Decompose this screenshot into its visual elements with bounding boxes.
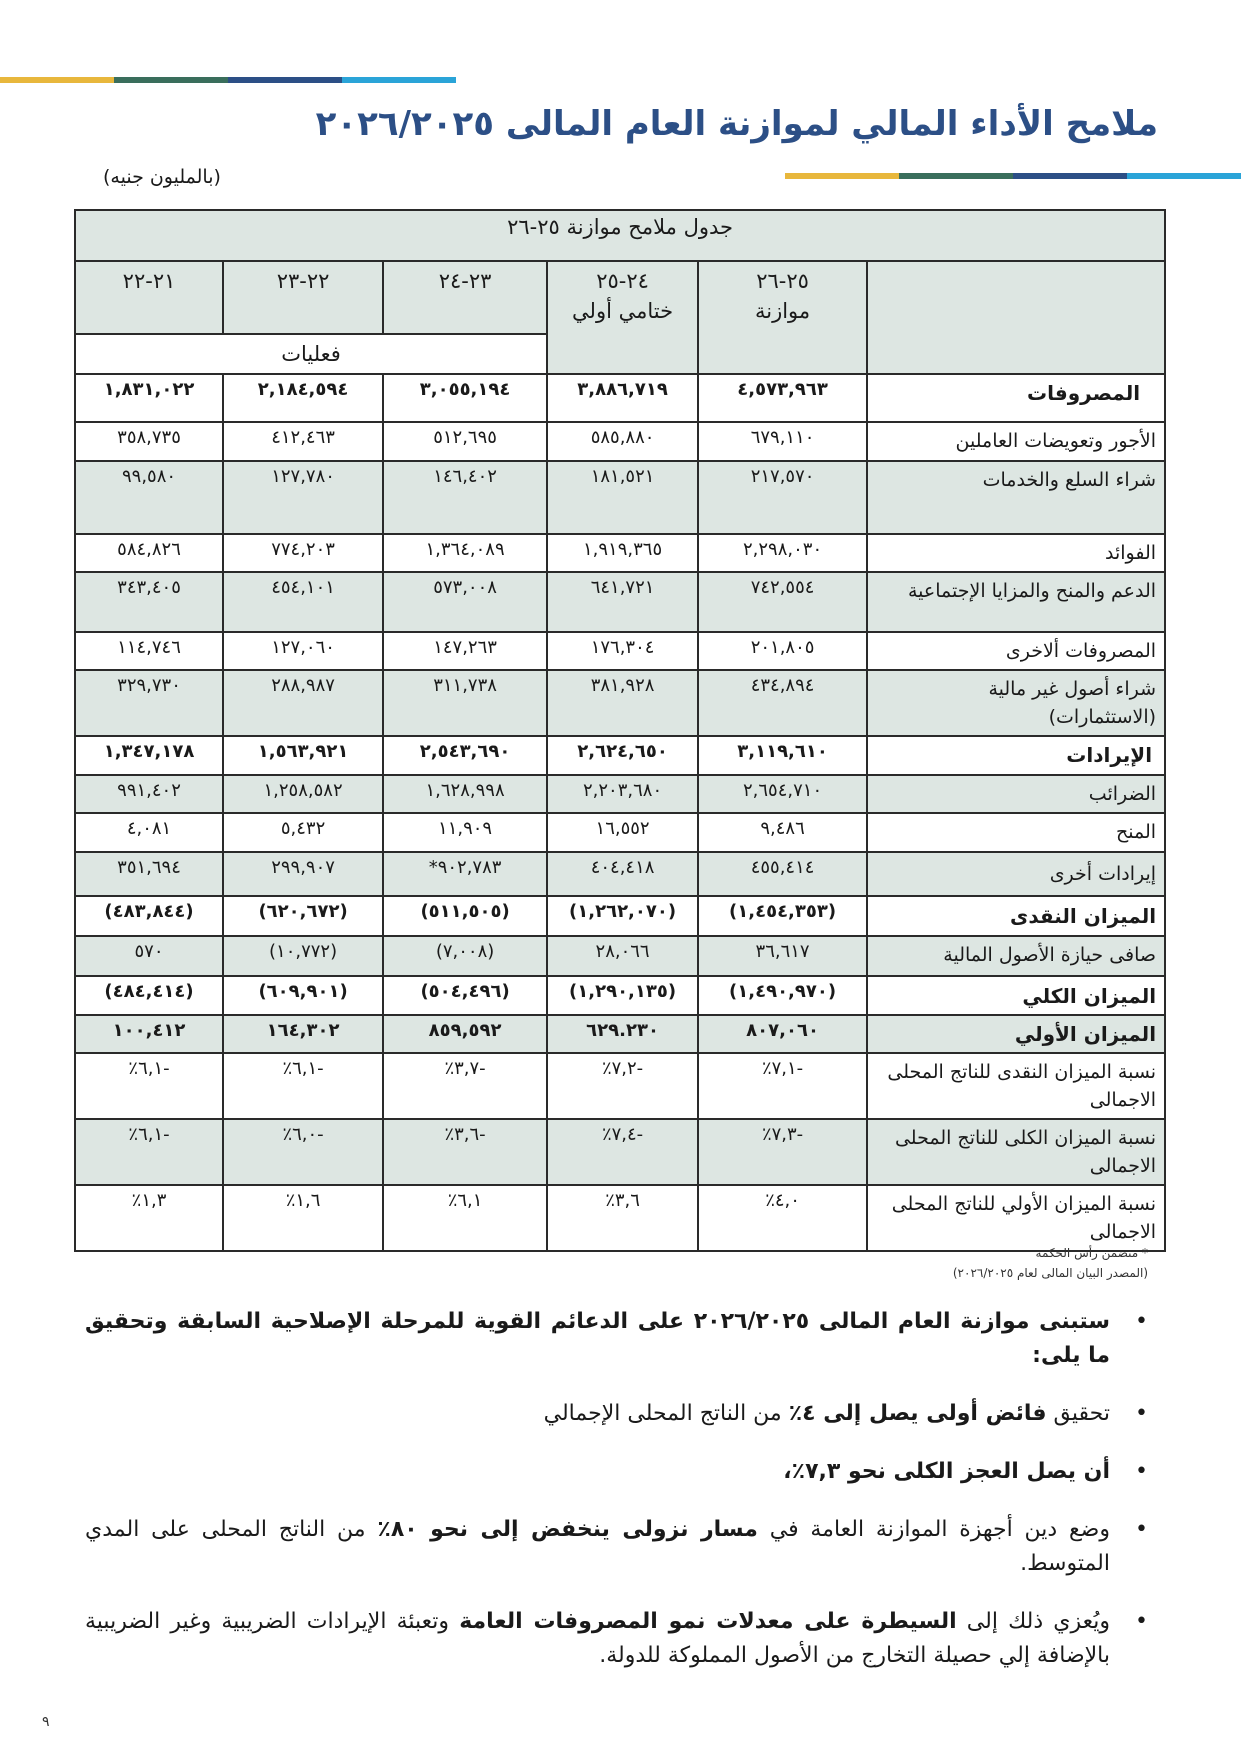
cell: ٩٩١,٤٠٢	[75, 775, 223, 813]
row-label: نسبة الميزان الكلى للناتج المحلى الاجمالى	[867, 1119, 1165, 1185]
column-header-2023-24: ٢٣-٢٤	[383, 261, 547, 334]
row-label: الميزان النقدى	[867, 896, 1165, 936]
bullet-item	[85, 1455, 1148, 1489]
cell: ٣,٦٪	[547, 1185, 698, 1251]
row-label: الفوائد	[867, 534, 1165, 572]
cell: (١,٤٥٤,٣٥٣)	[698, 896, 867, 936]
cell: ٤٠٤,٤١٨	[547, 852, 698, 896]
title-stripe-navy	[1013, 173, 1127, 179]
cell: ٥,٤٣٢	[223, 813, 383, 852]
cell: ٣٦,٦١٧	[698, 936, 867, 976]
bullet-dot: •	[1135, 1401, 1148, 1426]
bullet-text: ويُعزي ذلك إلى	[966, 1609, 1111, 1634]
row-label: الميزان الأولي	[867, 1015, 1165, 1053]
column-header-2025-26	[698, 261, 867, 374]
footnote-asterisk: * متضمن رأس الحكمة	[1035, 1246, 1148, 1260]
bullet-bold-text: مسار نزولى ينخفض إلى نحو ٨٠٪	[377, 1517, 758, 1542]
cell: ٥٨٥,٨٨٠	[547, 422, 698, 461]
cell: (١,٢٩٠,١٣٥)	[547, 976, 698, 1015]
cell: (٦٠٩,٩٠١)	[223, 976, 383, 1015]
row-grants	[75, 813, 1165, 852]
cell: ٣٥١,٦٩٤	[75, 852, 223, 896]
cell: ١,٦٢٨,٩٩٨	[383, 775, 547, 813]
cell: ٢,٢٠٣,٦٨٠	[547, 775, 698, 813]
row-net-financial-assets	[75, 936, 1165, 976]
top-stripe-navy	[228, 77, 342, 83]
row-primary-balance	[75, 1015, 1165, 1053]
cell: ٤,٠٪	[698, 1185, 867, 1251]
title-stripe-green	[899, 173, 1013, 179]
column-header-2022-23: ٢٢-٢٣	[223, 261, 383, 334]
bullet-dot: •	[1135, 1309, 1148, 1334]
cell: (٥٠٤,٤٩٦)	[383, 976, 547, 1015]
bullet-dot: •	[1135, 1517, 1148, 1542]
cell: ١٠٠,٤١٢	[75, 1015, 223, 1053]
cell: ٣,٠٥٥,١٩٤	[383, 374, 547, 422]
row-investments	[75, 670, 1165, 736]
bullet-item	[85, 1605, 1148, 1673]
label-header-cell	[867, 261, 1165, 374]
cell: (٤٨٤,٤١٤)	[75, 976, 223, 1015]
top-stripe-green	[114, 77, 228, 83]
cell: ٢,٥٤٣,٦٩٠	[383, 736, 547, 775]
row-label: نسبة الميزان النقدى للناتج المحلى الاجمالى	[867, 1053, 1165, 1119]
cell: ٦٧٩,١١٠	[698, 422, 867, 461]
row-label: الأجور وتعويضات العاملين	[867, 422, 1165, 461]
row-revenues	[75, 736, 1165, 775]
row-interest	[75, 534, 1165, 572]
cell: (٧,٠٠٨)	[383, 936, 547, 976]
cell: ٨٥٩,٥٩٢	[383, 1015, 547, 1053]
cell: -٦,١٪	[75, 1053, 223, 1119]
column-header-2025-26-type: موازنة	[754, 299, 811, 323]
cell: ٨٠٧,٠٦٠	[698, 1015, 867, 1053]
row-cash-balance-gdp	[75, 1053, 1165, 1119]
cell: -٣,٦٪	[383, 1119, 547, 1185]
cell: -٦,١٪	[223, 1053, 383, 1119]
cell: ١٦٤,٣٠٢	[223, 1015, 383, 1053]
cell: -٣,٧٪	[383, 1053, 547, 1119]
column-header-2021-22: ٢١-٢٢	[75, 261, 223, 334]
cell: (١٠,٧٧٢)	[223, 936, 383, 976]
cell: (١,٢٦٢,٠٧٠)	[547, 896, 698, 936]
row-label: إيرادات أخرى	[867, 852, 1165, 896]
row-goods-services	[75, 461, 1165, 534]
row-label: المصروفات ألاخرى	[867, 632, 1165, 670]
cell: ٣,١١٩,٦١٠	[698, 736, 867, 775]
cell: (٤٨٣,٨٤٤)	[75, 896, 223, 936]
cell: ٤٣٤,٨٩٤	[698, 670, 867, 736]
cell: ٢,٢٩٨,٠٣٠	[698, 534, 867, 572]
cell: -٦,١٪	[75, 1119, 223, 1185]
page-title: ملامح الأداء المالي لموازنة العام المالى ٢٠٢٦/٢٠٢٥	[315, 104, 1158, 144]
cell: ٢٩٩,٩٠٧	[223, 852, 383, 896]
bullet-dot: •	[1135, 1459, 1148, 1484]
cell: ٥٧٠	[75, 936, 223, 976]
bullet-text: من الناتج المحلى الإجمالي	[543, 1401, 782, 1426]
bullet-bold-text: ستبنى موازنة العام المالى ٢٠٢٦/٢٠٢٥ على الدعائم القوية للمرحلة الإصلاحية السابقة وتحقيق ما يلى:	[85, 1309, 1110, 1368]
title-stripe-yellow	[785, 173, 899, 179]
row-label: الضرائب	[867, 775, 1165, 813]
cell: ١,٣٤٧,١٧٨	[75, 736, 223, 775]
cell: ١٤٦,٤٠٢	[383, 461, 547, 534]
row-subsidies	[75, 572, 1165, 632]
cell: -٧,٤٪	[547, 1119, 698, 1185]
cell: ١١٤,٧٤٦	[75, 632, 223, 670]
bullet-text: وضع دين أجهزة الموازنة العامة في	[769, 1517, 1110, 1542]
cell: ٦٢٩.٢٣٠	[547, 1015, 698, 1053]
bullet-item	[85, 1305, 1148, 1373]
cell: ٤١٢,٤٦٣	[223, 422, 383, 461]
cell: ١٧٦,٣٠٤	[547, 632, 698, 670]
cell: ١٨١,٥٢١	[547, 461, 698, 534]
row-label: الإيرادات	[867, 736, 1165, 775]
cell: ١,٥٦٣,٩٢١	[223, 736, 383, 775]
row-other-expenditures	[75, 632, 1165, 670]
cell: ٦٤١,٧٢١	[547, 572, 698, 632]
row-overall-balance	[75, 976, 1165, 1015]
cell: ٣٥٨,٧٣٥	[75, 422, 223, 461]
cell: ١,٩١٩,٣٦٥	[547, 534, 698, 572]
cell: ١,٨٣١,٠٢٢	[75, 374, 223, 422]
bullet-bold-text: فائض أولى يصل إلى ٤٪	[788, 1401, 1047, 1426]
cell: ١,٣٦٤,٠٨٩	[383, 534, 547, 572]
cell: ٦,١٪	[383, 1185, 547, 1251]
cell: ٢١٧,٥٧٠	[698, 461, 867, 534]
footnote-source: (المصدر البيان المالى لعام ٢٠٢٦/٢٠٢٥)	[952, 1266, 1148, 1280]
cell: -٧,٢٪	[547, 1053, 698, 1119]
cell: ١١,٩٠٩	[383, 813, 547, 852]
top-stripe-blue	[342, 77, 456, 83]
cell: ٧٤٢,٥٥٤	[698, 572, 867, 632]
column-header-2024-25-type: ختامي أولي	[572, 299, 674, 323]
page-number: ٩	[42, 1714, 50, 1730]
cell: ١,٢٥٨,٥٨٢	[223, 775, 383, 813]
cell: ٢,١٨٤,٥٩٤	[223, 374, 383, 422]
actuals-header: فعليات	[75, 334, 547, 374]
bullet-list	[85, 1305, 1148, 1697]
row-taxes	[75, 775, 1165, 813]
footnotes	[953, 1243, 1148, 1283]
bullet-text: تحقيق	[1053, 1401, 1110, 1426]
row-label: المصروفات	[867, 374, 1165, 422]
cell: ٣٢٩,٧٣٠	[75, 670, 223, 736]
row-label: نسبة الميزان الأولي للناتج المحلى الاجمالى	[867, 1185, 1165, 1251]
row-primary-balance-gdp	[75, 1185, 1165, 1251]
cell: ١٢٧,٧٨٠	[223, 461, 383, 534]
bullet-bold-text: السيطرة على معدلات نمو المصروفات العامة	[459, 1609, 957, 1634]
cell: (٥١١,٥٠٥)	[383, 896, 547, 936]
row-label: المنح	[867, 813, 1165, 852]
cell: ٣,٨٨٦,٧١٩	[547, 374, 698, 422]
cell: ٥١٢,٦٩٥	[383, 422, 547, 461]
title-stripe-blue	[1127, 173, 1241, 179]
bullet-text: وتعبئة الإيرادات الضريبية وغير الضريبية بالإضافة إلي حصيلة التخارج من الأصول المملوكة للدولة.	[85, 1609, 1110, 1668]
cell: ١٤٧,٢٦٣	[383, 632, 547, 670]
top-stripe-yellow	[0, 77, 114, 83]
row-label: شراء السلع والخدمات	[867, 461, 1165, 534]
column-header-2025-26-year: ٢٥-٢٦	[756, 269, 809, 293]
row-other-revenues	[75, 852, 1165, 896]
cell: ١٢٧,٠٦٠	[223, 632, 383, 670]
cell: ٧٧٤,٢٠٣	[223, 534, 383, 572]
bullet-dot: •	[1135, 1609, 1148, 1634]
cell: ١,٣٪	[75, 1185, 223, 1251]
table-title: جدول ملامح موازنة ٢٥-٢٦	[75, 210, 1165, 261]
cell: ٣٨١,٩٢٨	[547, 670, 698, 736]
cell: ٤٥٥,٤١٤	[698, 852, 867, 896]
cell: ٣١١,٧٣٨	[383, 670, 547, 736]
row-wages	[75, 422, 1165, 461]
row-label: الدعم والمنح والمزايا الإجتماعية	[867, 572, 1165, 632]
cell: ١,٦٪	[223, 1185, 383, 1251]
cell: ٥٧٣,٠٠٨	[383, 572, 547, 632]
cell: ٢,٦٥٤,٧١٠	[698, 775, 867, 813]
cell: ٩٩,٥٨٠	[75, 461, 223, 534]
cell: -٧,٣٪	[698, 1119, 867, 1185]
cell: ٩٠٢,٧٨٣*	[383, 852, 547, 896]
cell: ٩,٤٨٦	[698, 813, 867, 852]
cell: ٤,٥٧٣,٩٦٣	[698, 374, 867, 422]
cell: ٢٠١,٨٠٥	[698, 632, 867, 670]
cell: ٣٤٣,٤٠٥	[75, 572, 223, 632]
cell: ٢٨,٠٦٦	[547, 936, 698, 976]
row-label: الميزان الكلي	[867, 976, 1165, 1015]
row-label: صافى حيازة الأصول المالية	[867, 936, 1165, 976]
column-header-2024-25	[547, 261, 698, 374]
cell: ١٦,٥٥٢	[547, 813, 698, 852]
cell: (١,٤٩٠,٩٧٠)	[698, 976, 867, 1015]
bullet-item	[85, 1513, 1148, 1581]
cell: -٧,١٪	[698, 1053, 867, 1119]
row-cash-balance	[75, 896, 1165, 936]
cell: ٤,٠٨١	[75, 813, 223, 852]
bullet-item	[85, 1397, 1148, 1431]
bullet-bold-text: أن يصل العجز الكلى نحو ٧,٣٪،	[783, 1459, 1110, 1484]
row-label: شراء أصول غير مالية (الاستثمارات)	[867, 670, 1165, 736]
bullet-text: من الناتج المحلى على المدي المتوسط.	[85, 1517, 1110, 1576]
cell: ٤٥٤,١٠١	[223, 572, 383, 632]
budget-table	[74, 209, 1166, 1252]
cell: ٥٨٤,٨٢٦	[75, 534, 223, 572]
cell: ٢٨٨,٩٨٧	[223, 670, 383, 736]
column-header-2024-25-year: ٢٤-٢٥	[596, 269, 649, 293]
cell: ٢,٦٢٤,٦٥٠	[547, 736, 698, 775]
cell: (٦٢٠,٦٧٢)	[223, 896, 383, 936]
row-expenditures	[75, 374, 1165, 422]
cell: -٦,٠٪	[223, 1119, 383, 1185]
row-overall-balance-gdp	[75, 1119, 1165, 1185]
unit-label: (بالمليون جنيه)	[103, 166, 221, 188]
